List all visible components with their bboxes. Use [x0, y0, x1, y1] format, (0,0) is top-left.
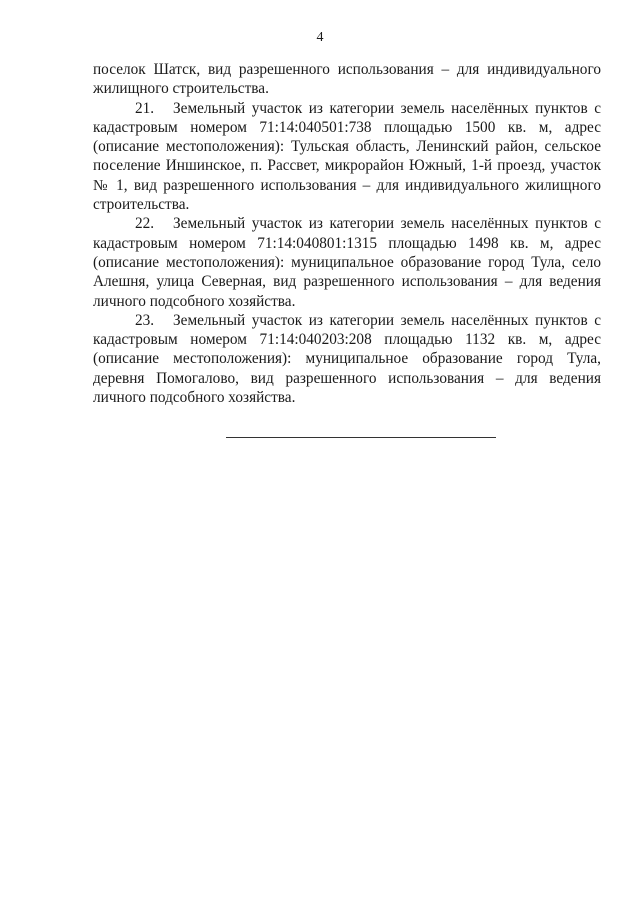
list-item-22: [93, 214, 601, 310]
document-body: [93, 60, 601, 407]
item-text: Земельный участок из категории земель населённых пунктов с кадастровым номером 71:14:040801:1315 площадью 1498 кв. м, адрес (описание местоположения): муниципальное образование город Тула, село Алешня, улица Северная, вид разрешенного использования – для ведения личного подсобного хозяйства.: [93, 215, 601, 310]
page-number: 4: [316, 30, 324, 45]
item-number: 22.: [135, 215, 155, 233]
list-item-23: [93, 311, 601, 407]
continuation-paragraph: поселок Шатск, вид разрешенного использования – для индивидуального жилищного строительства.: [93, 61, 601, 98]
item-text: Земельный участок из категории земель населённых пунктов с кадастровым номером 71:14:040501:738 площадью 1500 кв. м, адрес (описание местоположения): Тульская область, Ленинский район, сельское поселение Иншинское, п. Рассвет, микрорайон Южный, 1-й проезд, участок № 1, вид разрешенного использования – для индивидуального жилищного строительства.: [93, 99, 601, 214]
item-number: 23.: [135, 311, 155, 329]
item-number: 21.: [135, 99, 155, 117]
end-divider: [226, 437, 496, 438]
list-item-21: [93, 99, 601, 215]
item-text: Земельный участок из категории земель населённых пунктов с кадастровым номером 71:14:040203:208 площадью 1132 кв. м, адрес (описание местоположения): муниципальное образование город Тула, деревня Помогалово, вид разрешенного использования – для ведения личного подсобного хозяйства.: [93, 311, 601, 407]
